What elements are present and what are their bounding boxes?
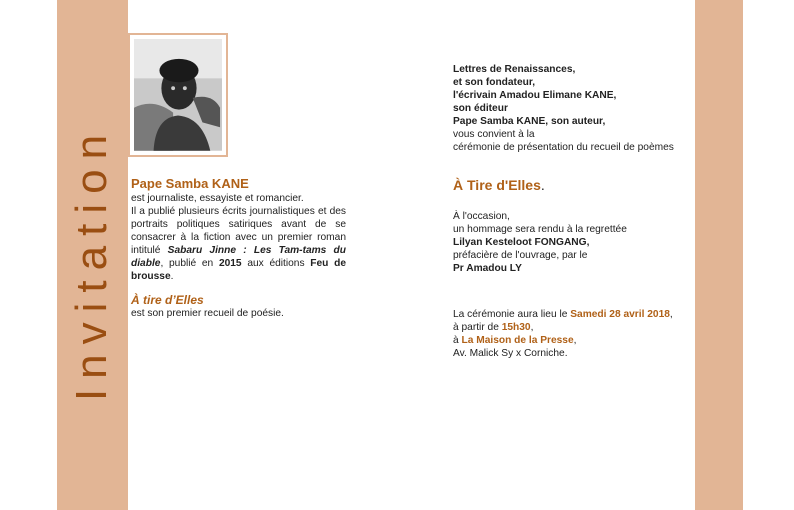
book-title: À tire d’Elles <box>131 293 204 307</box>
organizer-line: son éditeur <box>453 103 508 114</box>
bio-text: . <box>170 271 174 282</box>
portrait-image <box>134 39 222 151</box>
author-bio-section <box>131 176 346 320</box>
invite-line: cérémonie de présentation du recueil de poèmes <box>453 142 674 153</box>
ceremony-text: à partir de <box>453 322 502 333</box>
ceremony-date-line <box>453 308 703 321</box>
publisher-name: Feu de brousse <box>131 258 346 282</box>
author-intro: est journaliste, essayiste et romancier. <box>131 193 304 204</box>
homage-line: préfacière de l'ouvrage, par le <box>453 250 588 261</box>
bio-text: aux éditions <box>241 258 311 269</box>
ceremony-time-line <box>453 321 703 334</box>
novel-title: Sabaru Jinne : Les Tam-tams du diable <box>131 245 347 269</box>
event-book-title-text: À Tire d'Elles <box>453 177 541 193</box>
homage-line: À l'occasion, <box>453 211 510 222</box>
invitation-vertical-title: Invitation <box>67 124 116 402</box>
ceremony-text: La cérémonie aura lieu le <box>453 309 571 320</box>
ceremony-text: à <box>453 335 462 346</box>
title-dot: . <box>540 177 545 193</box>
homage-line: un hommage sera rendu à la regrettée <box>453 224 627 235</box>
author-bio <box>131 205 346 283</box>
ceremony-text: , <box>530 322 534 333</box>
ceremony-date: Samedi 28 avril 2018 <box>570 309 670 320</box>
organizer-line: Lettres de Renaissances, <box>453 64 576 75</box>
organizer-line: et son fondateur, <box>453 77 536 88</box>
invite-line: vous convient à la <box>453 129 535 140</box>
author-name: Pape Samba KANE <box>131 176 249 191</box>
ceremony-place-line <box>453 334 703 347</box>
ceremony-address: Av. Malick Sy x Corniche. <box>453 348 568 359</box>
invitation-text-section <box>453 63 703 360</box>
ceremony-venue: La Maison de la Presse <box>461 335 574 346</box>
ceremony-time: 15h30 <box>501 322 531 333</box>
publication-year: 2015 <box>218 258 242 269</box>
ceremony-text: , <box>573 335 577 346</box>
organizer-line: Pape Samba KANE, son auteur, <box>453 116 606 127</box>
ceremony-text: , <box>669 309 673 320</box>
bio-text: , publié en <box>160 258 219 269</box>
book-description: est son premier recueil de poésie. <box>131 308 284 319</box>
bio-text: Il a publié plusieurs écrits journalistiques et des portraits politiques satiriques avant de se consacrer à la fiction avec un premier roman intitulé <box>131 206 346 256</box>
speaker-name: Pr Amadou LY <box>453 263 522 274</box>
event-book-title <box>453 177 703 193</box>
honoree-name: Lilyan Kesteloot FONGANG, <box>453 237 590 248</box>
organizer-line: l'écrivain Amadou Elimane KANE, <box>453 90 617 101</box>
author-photo <box>128 33 228 157</box>
